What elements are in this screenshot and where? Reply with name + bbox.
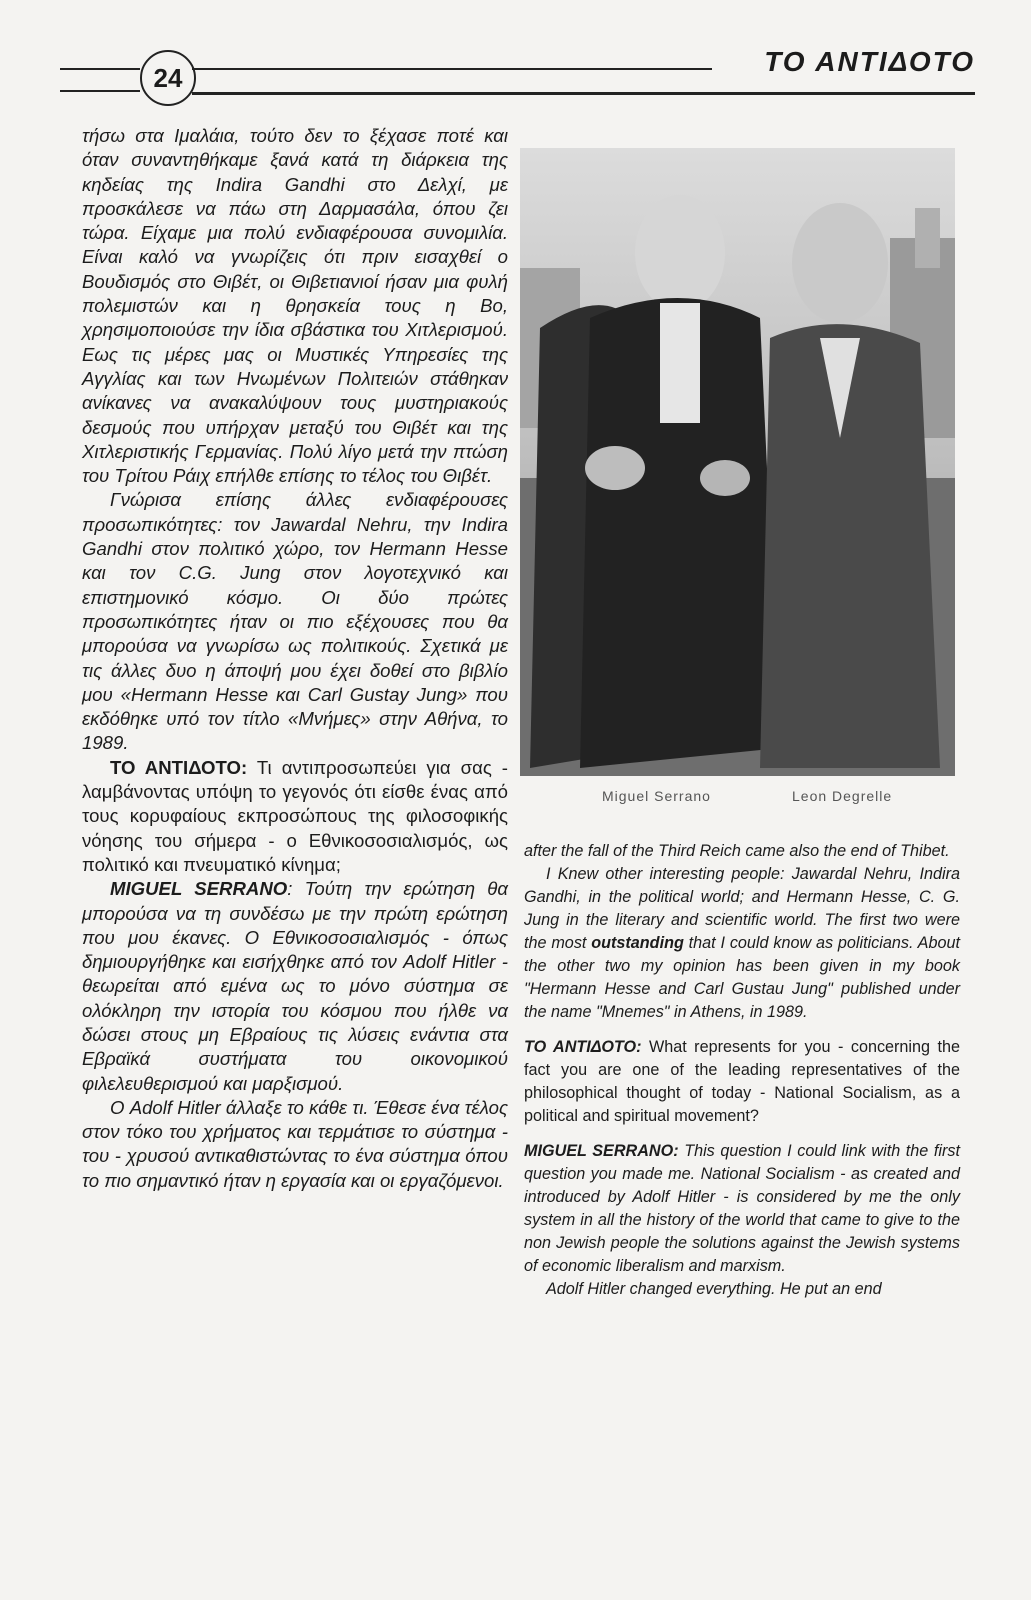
greek-question-text: Τι αντιπροσωπεύει για σας - λαμβάνοντας υπόψη το γεγονός ότι είσθε ένας από τους κορυφαίους εκπροσώπους της φιλοσοφικής νόησης του σήμερα - ο Εθνικοσοσιαλισμός, ως πολιτικό και πνευματικό κίνημα; bbox=[82, 756, 509, 875]
greek-question-label: ΤΟ ΑΝΤΙΔΟΤΟ: bbox=[110, 756, 248, 778]
page-header bbox=[60, 40, 975, 100]
english-question-label: ΤΟ ΑΝΤΙΔΟΤΟ: bbox=[524, 1038, 642, 1056]
greek-answer-text: : Τούτη την ερώτηση θα μπορούσα να τη συνδέσω με την πρώτη ερώτηση που μου έκανες. Ο Εθνικοσοσιαλισμός - όπως δημιουργήθηκε και εισήχθηκε από τον Adolf Hitler - θεωρείται από εμένα ως το μόνο σύστημα σε ολόκληρη την ιστορία του κόσμου που ήλθε να δώσει στους μη Εβραίους τις λύσεις ενάντια στα Εβραϊκά συστήματα του οικονομικού φιλελευθερισμού και μαρξισμού. bbox=[82, 878, 508, 1094]
greek-paragraph-1: τήσω στα Ιμαλάια, τούτο δεν το ξέχασε ποτέ και όταν συναντηθήκαμε ξανά κατά τη διάρκεια της κηδείας της Indira Gandhi στο Δελχί, με προσκάλεσε να πάω στη Δαρμασάλα, όπου ζει τώρα. Είχαμε μια πολύ ενδιαφέρουσα συνομιλία. Είναι καλό να γνωρίζεις ότι πριν εισαχθεί ο Βουδισμός στο Θιβέτ, οι Θιβετιανιοί ήσαν μια φυλή πολεμιστών και η θρησκεία τους η Βο, χρησιμοποιούσε την ίδια σβάστικα του Χιτλερισμού. Εως τις μέρες μας οι Μυστικές Υπηρεσίες της Αγγλίας και των Ηνωμένων Πολιτειών στάθηκαν ανίκανες να ανακαλύψουν τους μυστηριακούς δεσμούς που υπήρχαν μεταξύ του Θιβέτ και της Χιτλεριστικής Γερμανίας. Πολύ λίγο μετά την πτώση του Τρίτου Ράιχ επήλθε επίσης το τέλος του Θιβέτ. bbox=[82, 125, 508, 487]
english-answer-label: MIGUEL SERRANO: bbox=[524, 1142, 679, 1160]
greek-question bbox=[82, 756, 508, 877]
english-answer bbox=[524, 1140, 960, 1278]
caption-right: Leon Degrelle bbox=[792, 788, 893, 804]
photo-serrano-degrelle bbox=[520, 148, 955, 776]
caption-left: Miguel Serrano bbox=[602, 788, 711, 804]
greek-column bbox=[82, 124, 508, 1193]
english-paragraph-1: after the fall of the Third Reich came also the end of Thibet. bbox=[524, 842, 950, 860]
header-rule-middle bbox=[192, 68, 712, 70]
header-rule-left-bottom bbox=[60, 90, 140, 92]
page-number: 24 bbox=[140, 50, 196, 106]
english-column bbox=[524, 840, 960, 1301]
greek-answer bbox=[82, 877, 508, 1096]
english-question bbox=[524, 1036, 960, 1128]
greek-paragraph-last: Ο Adolf Hitler άλλαξε το κάθε τι. Έθεσε ένα τέλος στον τόκο του χρήματος και τερμάτισε το σύστημα - του - χρυσού αντικαθιστώντας το ένα σύστημα όπου το πιο σημαντικό ήταν η εργασία και οι εργαζόμενοι. bbox=[82, 1096, 508, 1191]
english-paragraph-2-bold: outstanding bbox=[591, 934, 684, 952]
header-rule-left-top bbox=[60, 68, 140, 70]
greek-answer-label: MIGUEL SERRANO bbox=[110, 878, 288, 900]
header-rule-bottom bbox=[192, 92, 975, 95]
english-paragraph-2 bbox=[524, 863, 960, 1024]
english-paragraph-2-rest: that I could know as politicians. About the other two my opinion has been given in my book "Hermann Hesse and Carl Gustau Jung" published under the name "Mnemes" in Athens, in 1989. bbox=[524, 934, 960, 1021]
photo-image bbox=[520, 148, 955, 776]
magazine-title: ΤΟ ΑΝΤΙΔΟΤΟ bbox=[764, 46, 975, 77]
english-paragraph-2-text: I Knew other interesting people: Jawardal Nehru, Indira Gandhi, in the political world; and Hermann Hesse, C. G. Jung in the literary and scientific world. The first two were the most bbox=[524, 865, 960, 952]
english-paragraph-last: Adolf Hitler changed everything. He put an end bbox=[546, 1280, 882, 1298]
english-answer-text: This question I could link with the first question you made me. National Socialism - as created and introduced by Adolf Hitler - is considered by me the only system in all the history of the world that came to give to the non Jewish people the solutions against the Jewish systems of economic liberalism and marxism. bbox=[524, 1142, 960, 1275]
english-question-text: What represents for you - concerning the fact you are one of the leading representatives of the philosophical thought of today - National Socialism, as a political and spiritual movement? bbox=[524, 1038, 960, 1125]
greek-paragraph-2: Γνώρισα επίσης άλλες ενδιαφέρουσες προσωπικότητες: τον Jawardal Nehru, την Indira Gandhi στον πολιτικό χώρο, τον Hermann Hesse και τον C.G. Jung στον λογοτεχνικό και επιστημονικό κόσμο. Οι δύο πρώτες προσωπικότητες ήταν οι πιο εξέχουσες που θα μπορούσα να γνωρίσω ως πολιτικούς. Σχετικά με τις άλλες δυο η άποψή μου έχει δοθεί στο βιβλίο μου «Hermann Hesse και Carl Gustay Jung» που εκδόθηκε υπό τον τίτλο «Μνήμες» στην Αθήνα, το 1989. bbox=[82, 489, 508, 754]
